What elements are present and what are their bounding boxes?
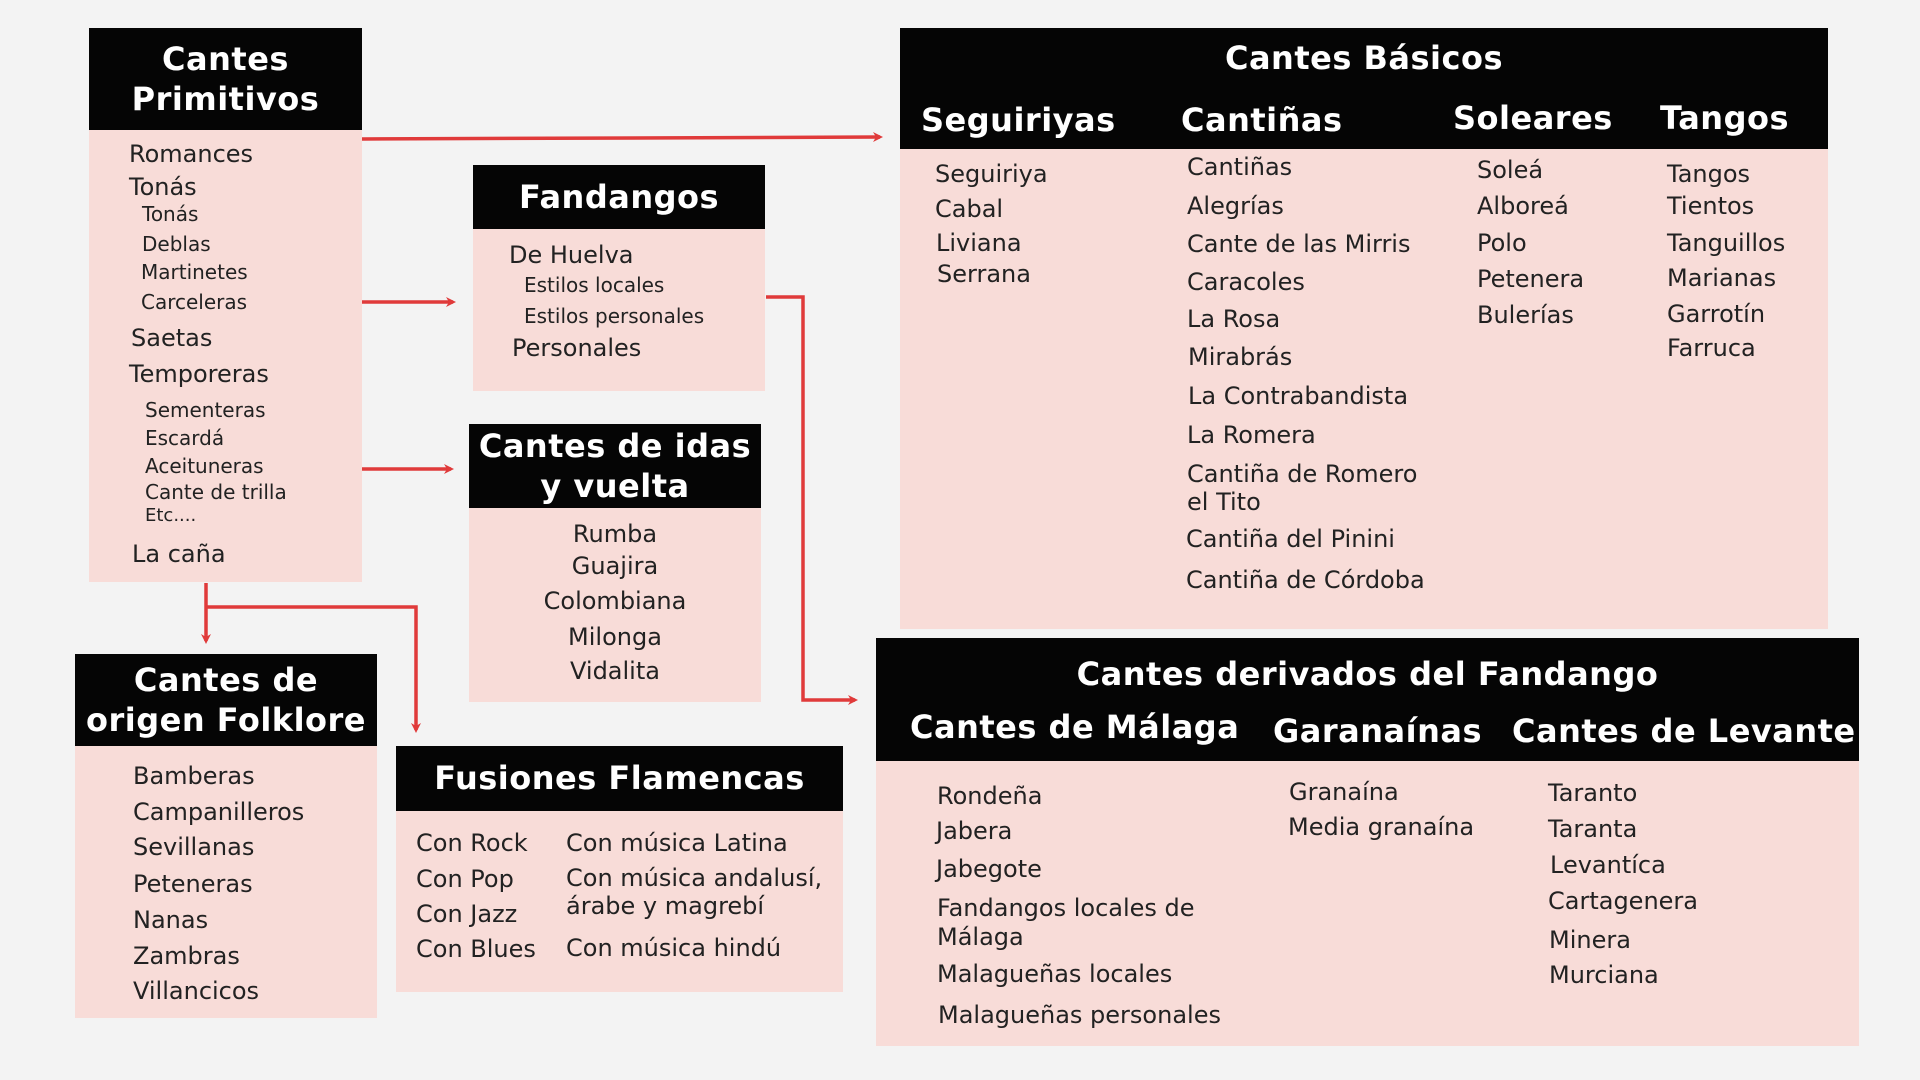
- list-item: Tientos: [1667, 192, 1755, 220]
- list-item: Deblas: [142, 232, 211, 256]
- list-item: Tonás: [142, 202, 199, 226]
- fusiones-flamencas-box: [396, 746, 843, 992]
- cantes-idas-header: [469, 424, 761, 508]
- column-title-tangos: Tangos: [1660, 99, 1790, 137]
- list-item: Soleá: [1477, 156, 1544, 184]
- list-item: Tangos: [1667, 160, 1751, 188]
- column-title-levante: Cantes de Levante: [1512, 712, 1856, 750]
- list-item: Con música andalusí,: [566, 864, 823, 892]
- fandangos-list: [473, 229, 765, 391]
- list-item: Liviana: [936, 229, 1022, 257]
- list-item: Carceleras: [141, 290, 248, 314]
- fusiones-list: [396, 811, 843, 992]
- list-item: Con Rock: [416, 829, 528, 857]
- list-item: Cantiña del Pinini: [1186, 525, 1395, 553]
- list-item: Guajira: [571, 552, 659, 580]
- list-item: Taranto: [1548, 779, 1638, 807]
- list-item: La Romera: [1187, 421, 1316, 449]
- list-item: Rumba: [572, 520, 658, 548]
- list-item: Rondeña: [937, 782, 1043, 810]
- list-item: Alegrías: [1187, 192, 1284, 220]
- list-item: Cantiña de Córdoba: [1186, 566, 1425, 594]
- list-item: Caracoles: [1187, 268, 1305, 296]
- cantes-folklore-box: [75, 654, 377, 1018]
- arrow-fandangos-to-derivados: [766, 297, 855, 700]
- list-item: Mirabrás: [1188, 343, 1293, 371]
- list-item: Estilos personales: [524, 304, 705, 328]
- list-item: Sementeras: [145, 398, 266, 422]
- list-item: Cabal: [935, 195, 1004, 223]
- list-item: Cantiña de Romero: [1187, 460, 1418, 488]
- list-item: Bulerías: [1477, 301, 1574, 329]
- arrow-primitivos-to-basicos: [362, 137, 880, 139]
- list-item: Malagueñas personales: [938, 1001, 1221, 1029]
- list-item: Cante de las Mirris: [1187, 230, 1411, 258]
- cantes-derivados-list: [876, 761, 1859, 1046]
- list-item: Zambras: [133, 942, 240, 970]
- list-item: Polo: [1477, 229, 1527, 257]
- header-title-line-1: Cantes de idas: [478, 427, 752, 465]
- list-item: Peteneras: [133, 870, 253, 898]
- list-item: Taranta: [1548, 815, 1638, 843]
- list-item: Serrana: [937, 260, 1031, 288]
- header-title: Fandangos: [518, 178, 720, 216]
- list-item: Bamberas: [133, 762, 255, 790]
- list-item: Cantiñas: [1187, 153, 1293, 181]
- header-title-line-2: Primitivos: [131, 80, 320, 118]
- cantes-basicos-list: [900, 149, 1828, 629]
- list-item: Con Jazz: [416, 900, 518, 928]
- list-item: Jabera: [936, 817, 1013, 845]
- list-item: Seguiriya: [935, 160, 1048, 188]
- column-title-cantinas: Cantiñas: [1181, 101, 1343, 139]
- list-item: Temporeras: [129, 360, 269, 388]
- list-item: Alboreá: [1477, 192, 1569, 220]
- list-item: Saetas: [131, 324, 213, 352]
- fusiones-header: [396, 746, 843, 811]
- list-item: Fandangos locales de: [937, 894, 1195, 922]
- list-item: Garrotín: [1667, 300, 1766, 328]
- column-title-seguiriyas: Seguiriyas: [921, 101, 1116, 139]
- cantes-idas-list: [469, 508, 761, 702]
- list-item: Martinetes: [141, 260, 248, 284]
- fandangos-box: [473, 165, 765, 391]
- list-item: Cante de trilla: [145, 480, 287, 504]
- cantes-basicos-box: [900, 28, 1828, 629]
- list-item: Farruca: [1667, 334, 1756, 362]
- list-item: Vidalita: [570, 657, 660, 685]
- list-item: Levantíca: [1550, 851, 1666, 879]
- header-title: Cantes Básicos: [1224, 39, 1504, 77]
- list-item: Media granaína: [1288, 813, 1475, 841]
- cantes-folklore-list: [75, 746, 377, 1018]
- cantes-primitivos-list: [89, 130, 362, 582]
- header-title: Cantes derivados del Fandango: [1076, 655, 1659, 693]
- list-item: Jabegote: [936, 855, 1042, 883]
- header-title: Fusiones Flamencas: [434, 759, 805, 797]
- list-item: Personales: [512, 334, 642, 362]
- list-item: Con música hindú: [566, 934, 782, 962]
- cantes-primitivos-header: [89, 28, 362, 130]
- list-item: La caña: [132, 540, 226, 568]
- list-item: Petenera: [1477, 265, 1585, 293]
- list-item: Con música Latina: [566, 829, 788, 857]
- list-item: Granaína: [1289, 778, 1399, 806]
- list-item: Tonás: [129, 173, 197, 201]
- list-item: árabe y magrebí: [566, 892, 765, 920]
- list-item: De Huelva: [509, 241, 634, 269]
- list-item: Colombiana: [543, 587, 687, 615]
- column-title-soleares: Soleares: [1453, 99, 1613, 137]
- cantes-derivados-box: [876, 638, 1859, 1046]
- list-item: Campanilleros: [133, 798, 305, 826]
- list-item: Marianas: [1667, 264, 1777, 292]
- column-title-malaga: Cantes de Málaga: [910, 708, 1240, 746]
- header-title-line-1: Cantes: [162, 40, 289, 78]
- cantes-primitivos-box: [89, 28, 362, 582]
- list-item: Estilos locales: [524, 273, 665, 297]
- list-item: Escardá: [145, 426, 225, 450]
- header-title-line-2: y vuelta: [540, 467, 690, 505]
- list-item: Villancicos: [133, 977, 260, 1005]
- list-item: Nanas: [133, 906, 209, 934]
- cantes-folklore-header: [75, 654, 377, 746]
- list-item: Milonga: [568, 623, 662, 651]
- list-item: Sevillanas: [133, 833, 255, 861]
- list-item: Minera: [1549, 926, 1631, 954]
- list-item: Etc....: [145, 505, 197, 526]
- list-item: La Rosa: [1187, 305, 1281, 333]
- list-item: Con Blues: [416, 935, 536, 963]
- list-item: el Tito: [1187, 488, 1261, 516]
- cantes-idas-box: [469, 424, 761, 702]
- header-title-line-1: Cantes de: [133, 661, 319, 699]
- list-item: Tanguillos: [1667, 229, 1786, 257]
- list-item: Con Pop: [416, 865, 514, 893]
- cantes-derivados-header: [876, 638, 1859, 761]
- cantes-basicos-header: [900, 28, 1828, 149]
- column-title-garanainas: Garanaínas: [1273, 712, 1482, 750]
- list-item: Murciana: [1549, 961, 1659, 989]
- list-item: Romances: [129, 140, 254, 168]
- list-item: Cartagenera: [1548, 887, 1698, 915]
- header-title-line-2: origen Folklore: [86, 701, 366, 739]
- list-item: La Contrabandista: [1188, 382, 1409, 410]
- list-item: Malagueñas locales: [937, 960, 1173, 988]
- list-item: Málaga: [937, 923, 1024, 951]
- fandangos-header: [473, 165, 765, 229]
- list-item: Aceituneras: [145, 454, 264, 478]
